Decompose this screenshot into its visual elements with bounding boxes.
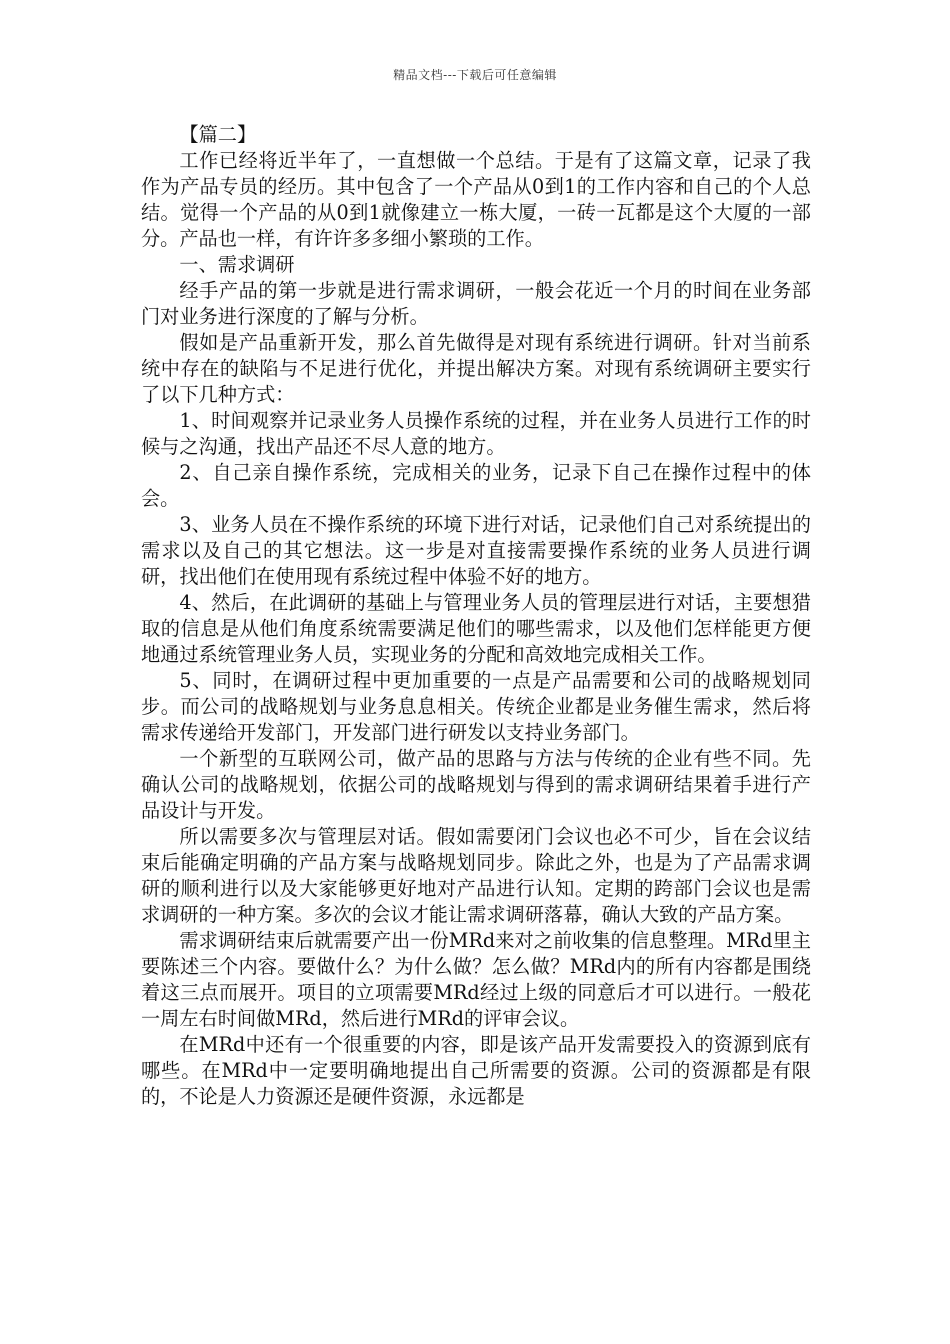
document-body xyxy=(141,122,811,1110)
list-item-3: 3、业务人员在不操作系统的环境下进行对话，记录他们自己对系统提出的需求以及自己的其它想法。这一步是对直接需要操作系统的业务人员进行调研，找出他们在使用现有系统过程中体验不好的地方。 xyxy=(141,513,811,588)
list-item-4: 4、然后，在此调研的基础上与管理业务人员的管理层进行对话，主要想猎取的信息是从他们角度系统需要满足他们的哪些需求，以及他们怎样能更方便地通过系统管理业务人员，实现业务的分配和高效地完成相关工作。 xyxy=(141,591,811,666)
paragraph-intro: 工作已经将近半年了，一直想做一个总结。于是有了这篇文章，记录了我作为产品专员的经历。其中包含了一个产品从0到1的工作内容和自己的个人总结。觉得一个产品的从0到1就像建立一栋大厦，一砖一瓦都是这个大厦的一部分。产品也一样，有许许多多细小繁琐的工作。 xyxy=(141,149,811,250)
list-item-2: 2、自己亲自操作系统，完成相关的业务，记录下自己在操作过程中的体会。 xyxy=(141,461,811,510)
page-header: 精品文档---下载后可任意编辑 xyxy=(393,68,557,82)
paragraph: 一个新型的互联网公司，做产品的思路与方法与传统的企业有些不同。先确认公司的战略规划，依据公司的战略规划与得到的需求调研结果着手进行产品设计与开发。 xyxy=(141,747,811,822)
paragraph-mrd-resources: 在MRd中还有一个很重要的内容，即是该产品开发需要投入的资源到底有哪些。在MRd中一定要明确地提出自己所需要的资源。公司的资源都是有限的，不论是人力资源还是硬件资源，永远都是 xyxy=(141,1033,811,1108)
list-item-5: 5、同时，在调研过程中更加重要的一点是产品需要和公司的战略规划同步。而公司的战略规划与业务息息相关。传统企业都是业务催生需求，然后将需求传递给开发部门，开发部门进行研发以支持业务部门。 xyxy=(141,669,811,744)
list-item-1: 1、时间观察并记录业务人员操作系统的过程，并在业务人员进行工作的时候与之沟通，找出产品还不尽人意的地方。 xyxy=(141,409,811,458)
paragraph: 经手产品的第一步就是进行需求调研，一般会花近一个月的时间在业务部门对业务进行深度的了解与分析。 xyxy=(141,279,811,328)
paragraph: 所以需要多次与管理层对话。假如需要闭门会议也必不可少，旨在会议结束后能确定明确的产品方案与战略规划同步。除此之外，也是为了产品需求调研的顺利进行以及大家能够更好地对产品进行认知。定期的跨部门会议也是需求调研的一种方案。多次的会议才能让需求调研落幕，确认大致的产品方案。 xyxy=(141,825,811,926)
paragraph: 假如是产品重新开发，那么首先做得是对现有系统进行调研。针对当前系统中存在的缺陷与不足进行优化，并提出解决方案。对现有系统调研主要实行了以下几种方式： xyxy=(141,331,811,406)
subheading-research: 一、需求调研 xyxy=(179,253,295,276)
paragraph-mrd: 需求调研结束后就需要产出一份MRd来对之前收集的信息整理。MRd里主要陈述三个内容。要做什么？为什么做？怎么做？MRd内的所有内容都是围绕着这三点而展开。项目的立项需要MRd经过上级的同意后才可以进行。一般花一周左右时间做MRd，然后进行MRd的评审会议。 xyxy=(141,929,811,1030)
section-title: 【篇二】 xyxy=(179,123,257,146)
